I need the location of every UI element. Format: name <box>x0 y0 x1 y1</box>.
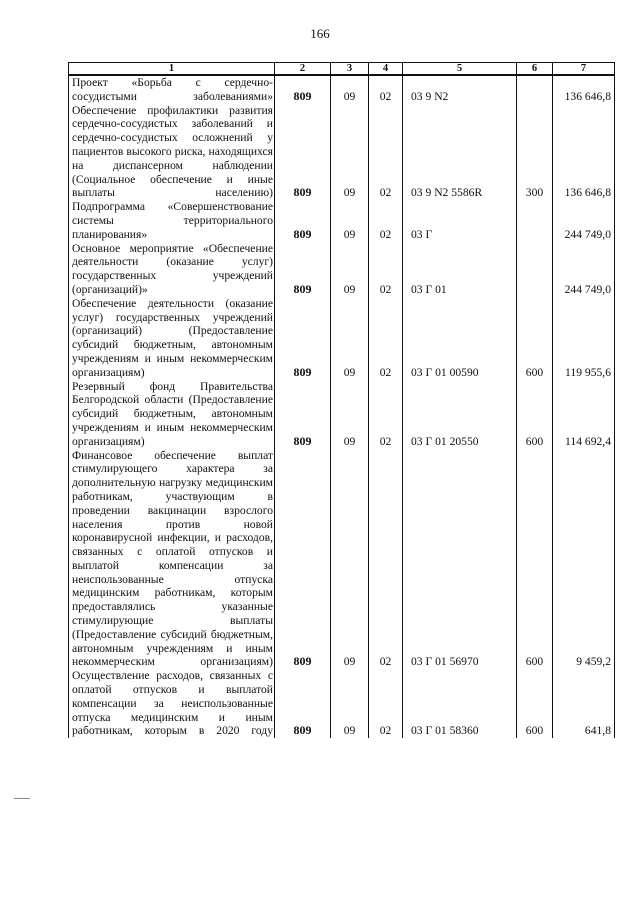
row-section: 09 <box>331 200 369 241</box>
row-section: 09 <box>331 75 369 104</box>
row-amount: 244 749,0 <box>553 200 615 241</box>
row-admin-code: 809 <box>275 449 331 670</box>
header-col-2: 2 <box>275 63 331 76</box>
row-section: 09 <box>331 449 369 670</box>
row-name: Осуществление расходов, связанных с оплатой отпусков и выплатой компенсации за неиспользованные отпуска медицинским и иным работникам, которым в 2020 году <box>69 669 275 738</box>
table-row <box>69 200 615 241</box>
row-target-article: 03 Г 01 <box>403 242 517 297</box>
table-row <box>69 297 615 380</box>
row-target-article: 03 9 N2 <box>403 75 517 104</box>
header-col-3: 3 <box>331 63 369 76</box>
header-col-4: 4 <box>369 63 403 76</box>
row-subsection: 02 <box>369 242 403 297</box>
row-amount: 244 749,0 <box>553 242 615 297</box>
row-subsection: 02 <box>369 297 403 380</box>
row-expense-type <box>517 200 553 241</box>
header-col-1: 1 <box>69 63 275 76</box>
row-expense-type <box>517 242 553 297</box>
row-target-article: 03 Г 01 56970 <box>403 449 517 670</box>
page-number: 166 <box>310 26 330 41</box>
header-col-7: 7 <box>553 63 615 76</box>
row-amount: 114 692,4 <box>553 380 615 449</box>
row-subsection: 02 <box>369 449 403 670</box>
row-section: 09 <box>331 104 369 201</box>
row-subsection: 02 <box>369 380 403 449</box>
header-col-5: 5 <box>403 63 517 76</box>
row-amount: 136 646,8 <box>553 75 615 104</box>
table-row <box>69 75 615 104</box>
header-col-6: 6 <box>517 63 553 76</box>
row-expense-type: 300 <box>517 104 553 201</box>
row-section: 09 <box>331 242 369 297</box>
row-section: 09 <box>331 380 369 449</box>
row-subsection: 02 <box>369 75 403 104</box>
row-admin-code: 809 <box>275 75 331 104</box>
row-name: Финансовое обеспечение выплат стимулирующего характера за дополнительную нагрузку медицинским работникам, участвующим в проведении вакцинации взрослого населения против новой коронавирусной инфекции, и расходов, связанных с оплатой отпусков и выплатой компенсации за неиспользованные отпуска медицинским работникам, которым предоставлялись указанные стимулирующие выплаты (Предоставление субсидий бюджетным, автономным учреждениям и иным некоммерческим организациям) <box>69 449 275 670</box>
row-admin-code: 809 <box>275 380 331 449</box>
row-admin-code: 809 <box>275 669 331 738</box>
row-name: Основное мероприятие «Обеспечение деятельности (оказание услуг) государственных учреждений (организаций)» <box>69 242 275 297</box>
table-row <box>69 104 615 201</box>
row-target-article: 03 Г 01 00590 <box>403 297 517 380</box>
row-target-article: 03 Г 01 58360 <box>403 669 517 738</box>
row-amount: 9 459,2 <box>553 449 615 670</box>
table-row <box>69 380 615 449</box>
row-subsection: 02 <box>369 200 403 241</box>
row-expense-type: 600 <box>517 669 553 738</box>
row-subsection: 02 <box>369 669 403 738</box>
row-admin-code: 809 <box>275 242 331 297</box>
row-target-article: 03 9 N2 5586R <box>403 104 517 201</box>
row-section: 09 <box>331 297 369 380</box>
row-section: 09 <box>331 669 369 738</box>
row-amount: 641,8 <box>553 669 615 738</box>
row-name: Обеспечение деятельности (оказание услуг) государственных учреждений (организаций) (Предоставление субсидий бюджетным, автономным учреждениям и иным некоммерческим организациям) <box>69 297 275 380</box>
table-row <box>69 242 615 297</box>
row-admin-code: 809 <box>275 104 331 201</box>
row-admin-code: 809 <box>275 200 331 241</box>
row-name: Подпрограмма «Совершенствование системы территориального планирования» <box>69 200 275 241</box>
row-expense-type: 600 <box>517 449 553 670</box>
header-row <box>69 63 615 76</box>
row-amount: 136 646,8 <box>553 104 615 201</box>
row-name: Обеспечение профилактики развития сердечно-сосудистых заболеваний и сердечно-сосудистых осложнений у пациентов высокого риска, находящихся на диспансерном наблюдении (Социальное обеспечение и иные выплаты населению) <box>69 104 275 201</box>
budget-table <box>68 62 615 738</box>
table-row <box>69 449 615 670</box>
row-name: Резервный фонд Правительства Белгородской области (Предоставление субсидий бюджетным, автономным учреждениям и иным некоммерческим организациям) <box>69 380 275 449</box>
row-admin-code: 809 <box>275 297 331 380</box>
row-expense-type: 600 <box>517 297 553 380</box>
row-target-article: 03 Г <box>403 200 517 241</box>
row-expense-type <box>517 75 553 104</box>
row-name: Проект «Борьба с сердечно-сосудистыми заболеваниями» <box>69 75 275 104</box>
row-expense-type: 600 <box>517 380 553 449</box>
row-amount: 119 955,6 <box>553 297 615 380</box>
row-subsection: 02 <box>369 104 403 201</box>
row-target-article: 03 Г 01 20550 <box>403 380 517 449</box>
table-row <box>69 669 615 738</box>
margin-mark <box>14 798 30 799</box>
